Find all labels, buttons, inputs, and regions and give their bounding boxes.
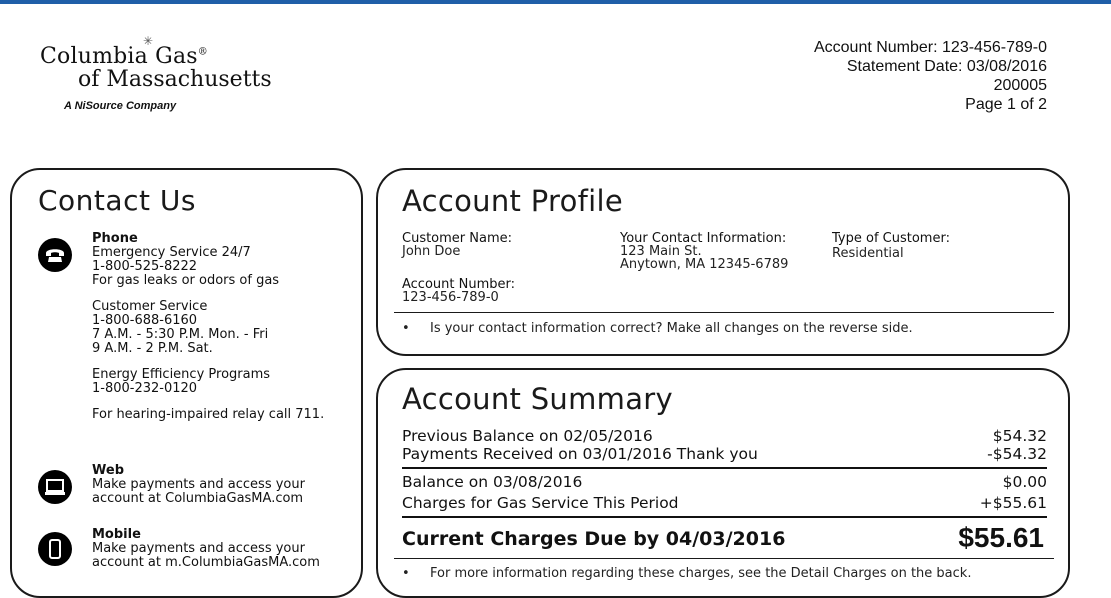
profile-notice: • Is your contact information correct? Make all changes on the reverse side.: [402, 321, 913, 336]
web-line1: Make payments and access your: [92, 477, 305, 492]
summary-row-label: Previous Balance on 02/05/2016: [402, 427, 653, 445]
statement-header-info: [814, 38, 1047, 114]
mobile-line2[interactable]: account at m.ColumbiaGasMA.com: [92, 555, 320, 570]
phone-heading: Phone: [92, 231, 138, 246]
summary-row-amount: $0.00: [1002, 473, 1047, 491]
customer-service-hours-saturday: 9 A.M. - 2 P.M. Sat.: [92, 341, 213, 356]
customer-name-label: Customer Name:: [402, 231, 513, 246]
contact-mobile-section: [38, 528, 358, 578]
logo-registered-mark: ®: [197, 46, 208, 58]
summary-row-label: Charges for Gas Service This Period: [402, 494, 679, 512]
header-account-number: Account Number: 123-456-789-0: [813, 39, 1047, 56]
account-summary-title: Account Summary: [402, 382, 673, 416]
energy-efficiency-title: Energy Efficiency Programs: [92, 367, 271, 382]
emergency-service-note: For gas leaks or odors of gas: [92, 273, 280, 288]
web-heading: Web: [92, 463, 124, 478]
summary-notice: • For more information regarding these charges, see the Detail Charges on the back.: [402, 566, 972, 581]
summary-rule: [402, 467, 1047, 469]
contact-us-title: Contact Us: [38, 184, 196, 217]
current-charges-due-amount: $55.61: [958, 522, 1044, 553]
contact-information-label: Your Contact Information:: [620, 231, 787, 246]
mobile-phone-icon: [38, 532, 72, 566]
contact-phone-section: [38, 232, 358, 452]
contact-information-field: [620, 232, 788, 271]
profile-account-number-value: 123-456-789-0: [402, 290, 499, 305]
summary-row-label: Payments Received on 03/01/2016 Thank you: [402, 445, 758, 463]
summary-row-amount: $54.32: [992, 427, 1047, 445]
profile-account-number-field: [402, 278, 515, 304]
logo-name-line1: Columbia Gas: [40, 44, 198, 69]
summary-row-amount: -$54.32: [987, 445, 1047, 463]
contact-web-section: [38, 464, 358, 514]
summary-row-label: Balance on 03/08/2016: [402, 473, 583, 491]
phone-icon: [38, 238, 72, 272]
profile-divider: [394, 312, 1054, 313]
summary-row-amount: +$55.61: [979, 494, 1047, 512]
header-statement-date: Statement Date: 03/08/2016: [846, 58, 1047, 75]
account-summary-panel: [376, 368, 1070, 598]
customer-name-field: [402, 232, 512, 258]
mobile-line1: Make payments and access your: [92, 541, 305, 556]
logo-name-line2: of Massachusetts: [78, 67, 272, 92]
logo-tagline: A NiSource Company: [64, 100, 177, 112]
energy-efficiency-number[interactable]: 1-800-232-0120: [92, 381, 198, 396]
account-profile-panel: [376, 168, 1070, 356]
address-line2: Anytown, MA 12345-6789: [620, 257, 789, 272]
emergency-service-title: Emergency Service 24/7: [92, 245, 251, 260]
top-accent-bar: [0, 0, 1111, 4]
customer-service-hours-weekday: 7 A.M. - 5:30 P.M. Mon. - Fri: [92, 327, 269, 342]
customer-name-value: John Doe: [402, 244, 461, 259]
customer-service-number[interactable]: 1-800-688-6160: [92, 313, 198, 328]
company-logo: [40, 34, 280, 112]
customer-service-title: Customer Service: [92, 299, 208, 314]
web-line2[interactable]: account at ColumbiaGasMA.com: [92, 491, 304, 506]
account-profile-title: Account Profile: [402, 184, 623, 218]
address-line1: 123 Main St.: [620, 244, 702, 259]
summary-rule: [402, 516, 1047, 518]
profile-account-number-label: Account Number:: [402, 277, 515, 292]
header-page-number: Page 1 of 2: [965, 96, 1047, 113]
contact-us-panel: [10, 168, 363, 598]
current-charges-due-label: Current Charges Due by 04/03/2016: [402, 528, 786, 550]
customer-type-label: Type of Customer:: [832, 231, 950, 246]
computer-icon: [38, 470, 72, 504]
summary-divider: [394, 558, 1054, 559]
starburst-icon: ✳: [143, 34, 154, 48]
relay-note: For hearing-impaired relay call 711.: [92, 407, 325, 422]
summary-notice-text: For more information regarding these charges, see the Detail Charges on the back.: [430, 566, 972, 581]
profile-notice-text: Is your contact information correct? Make all changes on the reverse side.: [430, 321, 913, 336]
header-statement-code: 200005: [993, 77, 1047, 94]
emergency-service-number[interactable]: 1-800-525-8222: [92, 259, 198, 274]
customer-type-field: [832, 232, 950, 260]
mobile-heading: Mobile: [92, 527, 141, 542]
customer-type-value: Residential: [832, 246, 904, 261]
